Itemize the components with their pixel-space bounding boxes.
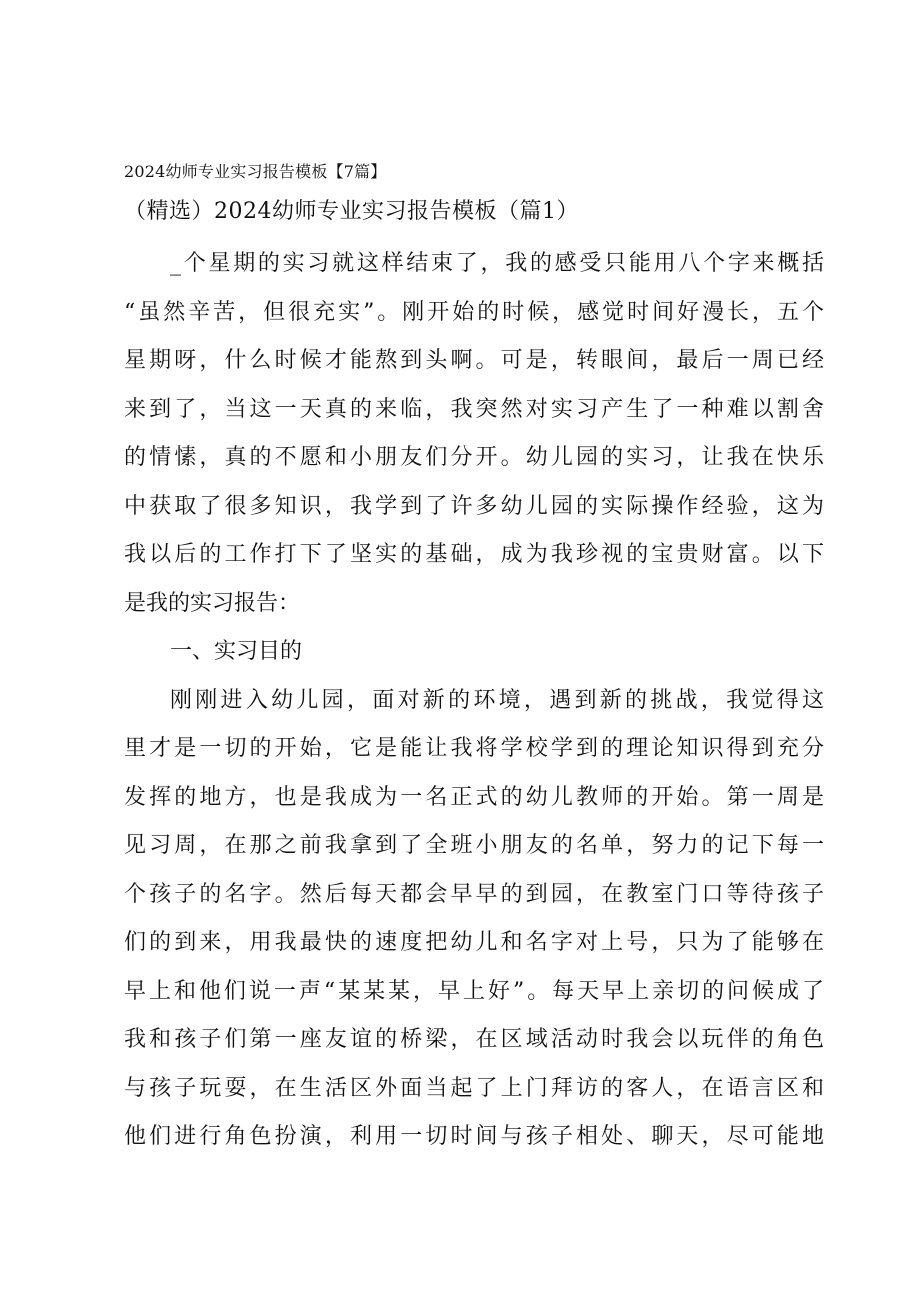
paragraph-line: 是我的实习报告： [124, 590, 301, 616]
section-heading: 一、实习目的 [170, 639, 303, 664]
paragraph-line: 中获取了很多知识，我学到了许多幼儿园的实际操作经验，这为 [124, 493, 824, 519]
paragraph-line: 我以后的工作打下了坚实的基础，成为我珍视的宝贵财富。以下 [124, 542, 824, 567]
paragraph-line: 个孩子的名字。然后每天都会早早的到园，在教室门口等待孩子 [124, 881, 824, 907]
paragraph-line: 发挥的地方，也是我成为一名正式的幼儿教师的开始。第一周是 [124, 784, 824, 810]
paragraph-line: 他们进行角色扮演，利用一切时间与孩子相处、聊天，尽可能地 [124, 1124, 824, 1149]
document-title: 2024幼师专业实习报告模板【7篇】 [124, 162, 387, 181]
paragraph-line: 与孩子玩耍，在生活区外面当起了上门拜访的客人，在语言区和 [124, 1075, 824, 1101]
paragraph-line: 刚刚进入幼儿园，面对新的环境，遇到新的挑战，我觉得这 [170, 687, 824, 713]
paragraph-line: 们的到来，用我最快的速度把幼儿和名字对上号，只为了能够在 [124, 930, 824, 955]
body-text [124, 240, 824, 1162]
paragraph-line: “虽然辛苦，但很充实”。刚开始的时候，感觉时间好漫长，五个 [124, 299, 824, 325]
paragraph-line: 我和孩子们第一座友谊的桥梁，在区域活动时我会以玩伴的角色 [124, 1027, 824, 1052]
section-subtitle: （精选）2024幼师专业实习报告模板（篇1） [124, 199, 579, 224]
paragraph-line: 见习周，在那之前我拿到了全班小朋友的名单，努力的记下每一 [124, 833, 824, 858]
paragraph-line: 星期呀，什么时候才能熬到头啊。可是，转眼间，最后一周已经 [124, 348, 824, 373]
paragraph-line: 里才是一切的开始，它是能让我将学校学到的理论知识得到充分 [124, 736, 824, 761]
paragraph-line: 来到了，当这一天真的来临，我突然对实习产生了一种难以割舍 [124, 396, 824, 422]
paragraph-line: _个星期的实习就这样结束了，我的感受只能用八个字来概括 [170, 251, 824, 276]
paragraph-line: 早上和他们说一声“某某某，早上好”。每天早上亲切的问候成了 [124, 978, 824, 1004]
paragraph-line: 的情愫，真的不愿和小朋友们分开。幼儿园的实习，让我在快乐 [124, 445, 824, 470]
